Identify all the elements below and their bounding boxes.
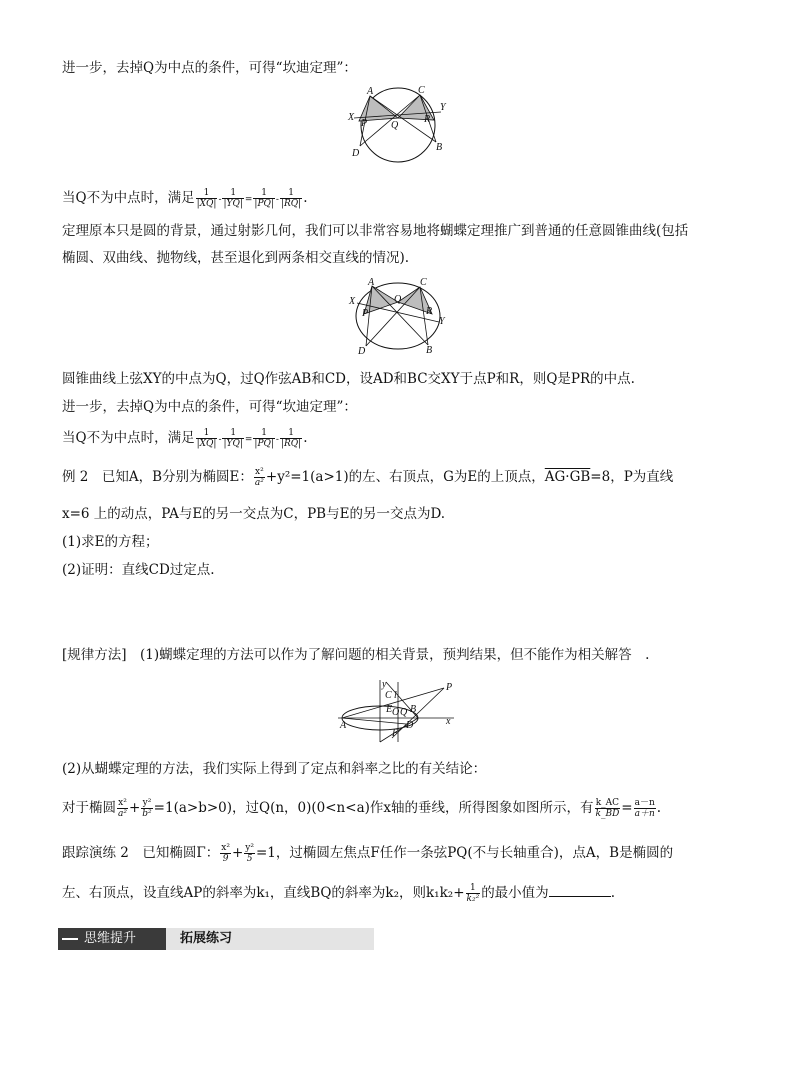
text-line: 对于椭圆 $\frac{\text{x²}}{\text{a²}}$ + $\frac{\text{y²}}{\text{b²}}$ =1(a>b>0)，过Q(n，0)(0<n<a)作x轴的垂线，所得图象如图所示，有 $\frac{k\_AC}{k\_BD}$ = $\frac{a-n}{a+n}$ . [62,798,662,819]
example-2-line: 例 2 已知A，B分别为椭圆E： $\frac{\text{x²}}{\text{a²}}$ +y²=1(a>1)的左、右顶点，G为E的上顶点，AG·GB=8，P为直线 [62,467,674,488]
label-C: C [385,690,392,701]
section-banner [58,928,374,950]
text-line: 定理原本只是圆的背景，通过射影几何，我们可以非常容易地将蝴蝶定理推广到普通的任意圆锥曲线(包括 [62,223,689,239]
label-O: O [392,707,400,718]
bar-icon [62,938,78,940]
text-line: 进一步，去掉Q为中点的条件，可得“坎迪定理”： [62,399,357,415]
label-D: D [352,148,360,159]
text-line: x=6 上的动点，PA与E的另一交点为C，PB与E的另一交点为D. [62,506,446,522]
label-x: x [446,716,451,727]
text-line: (1)求E的方程； [62,534,159,550]
label-Y: Y [440,102,446,113]
label-B: B [426,345,433,356]
label-R: R [426,306,433,317]
label-A: A [368,278,375,288]
text-line: (2)证明：直线CD过定点. [62,562,215,578]
text-line: 当Q不为中点时，满足 $\frac{1}{|XQ|}$ - $\frac{1}{|YQ|}$ = $\frac{1}{|PQ|}$ - $\frac{1}{|RQ|}$ . [62,188,308,209]
label-F: F [392,728,399,739]
butterfly-circle-figure-1 [346,84,450,166]
label-P: P [362,308,369,319]
text-line: 进一步，去掉Q为中点的条件，可得“坎迪定理”： [62,60,357,76]
banner-left: 思维提升 [58,928,166,950]
text-line: 圆锥曲线上弦XY的中点为Q，过Q作弦AB和CD，设AD和BC交XY于点P和R，则Q是PR的中点. [62,371,635,387]
label-B: B [436,142,443,153]
label-l: l [394,690,397,701]
label-D: D [406,720,414,731]
label-X: X [348,112,355,123]
label-X: X [349,296,356,307]
label-y: y [382,679,387,690]
label-B: B [410,704,417,715]
label-C: C [418,85,425,96]
practice-line: 跟踪演练 2 已知椭圆Γ： $\frac{\text{x²}}{9}$ + $\frac{\text{y²}}{5}$ =1，过椭圆左焦点F任作一条弦PQ(不与长轴重合)，点A，B是椭圆的 [62,843,674,864]
label-A: A [340,720,347,731]
label-E: E [386,704,393,715]
label-R: R [424,114,431,125]
answer-blank[interactable] [549,896,611,897]
text-line: 椭圆、双曲线、抛物线，甚至退化到两条相交直线的情况). [62,250,410,266]
label-C: C [420,278,427,288]
label-Q: Q [400,707,408,718]
ellipse-axes-figure-3 [336,678,460,744]
text-line: (2)从蝴蝶定理的方法，我们实际上得到了定点和斜率之比的有关结论： [62,761,487,777]
label-Q: Q [391,120,399,131]
label-P: P [446,682,453,693]
label-Y: Y [439,316,445,327]
label-D: D [358,346,366,356]
text-line: 左、右顶点，设直线AP的斜率为k₁，直线BQ的斜率为k₂，则k₁k₂+ $\frac{1}{\text{k₂²}}$ 的最小值为 . [62,883,615,904]
label-Q: Q [394,294,402,305]
label-A: A [367,86,374,97]
text-line: 当Q不为中点时，满足 $\frac{1}{|XQ|}$ - $\frac{1}{|YQ|}$ = $\frac{1}{|PQ|}$ - $\frac{1}{|RQ|}$ . [62,428,308,449]
butterfly-ellipse-figure-2 [344,278,452,356]
label-P: P [361,118,368,129]
method-line: [规律方法] (1)蝴蝶定理的方法可以作为了解问题的相关背景，预判结果，但不能作为相关解答 . [62,647,650,663]
banner-right: 拓展练习 [180,931,233,946]
